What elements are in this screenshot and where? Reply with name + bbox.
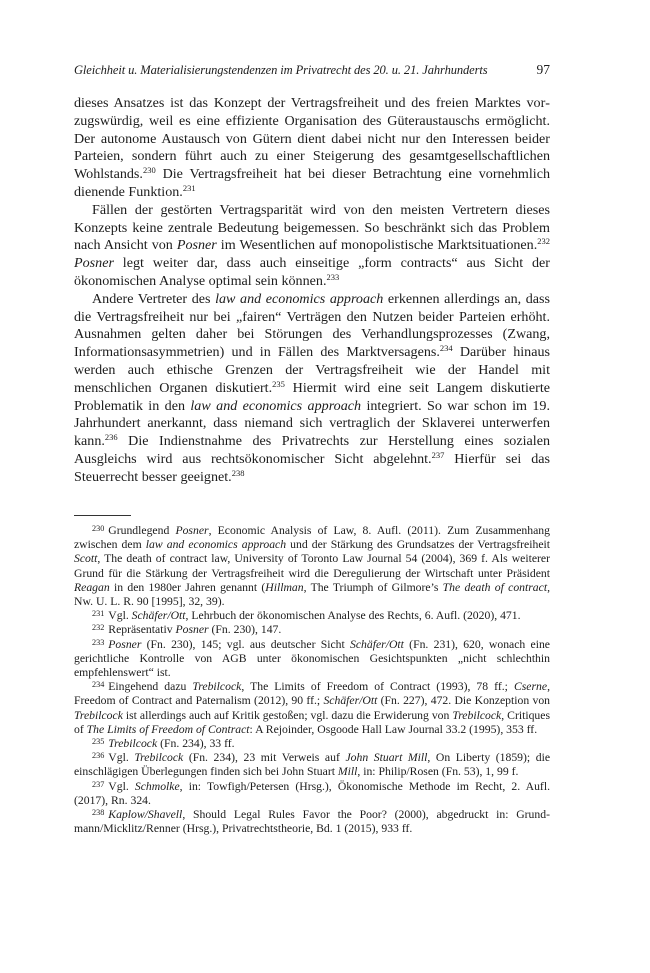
footnote-number: 234 — [92, 680, 105, 690]
footnote — [74, 623, 550, 637]
emphasized-text: Mill — [337, 765, 358, 779]
footnote-number: 232 — [92, 623, 105, 633]
footnote-text: Eingehend dazu Trebilcock, The Limits of Freedom of Contract (1993), 78 ff.; Cserne, Freedom of Contract and Paternalism (2012), 90 ff.; Schäfer/Ott (Fn. 227), 472. Die Konzeption von Trebilcock ist allerdings auch auf Kritik gestoßen; vgl. dazu die Erwiderung von Trebilcock, Critiques of The Limits of Freedom of Contract: A Rejoinder, Osgoode Hall Law Journal 33.2 (1995), 353 ff. — [74, 680, 551, 736]
footnote-reference: 236 — [104, 432, 118, 443]
emphasized-text: Kaplow/Shavell — [108, 808, 183, 822]
emphasized-text: Trebilcock — [74, 708, 123, 722]
page-number: 97 — [536, 62, 550, 77]
footnote-number: 231 — [92, 609, 105, 619]
emphasized-text: Posner — [175, 623, 209, 637]
footnote-reference: 238 — [231, 467, 245, 478]
footnote — [74, 737, 550, 751]
emphasized-text: law and economics approach — [190, 397, 362, 414]
footnote-number: 230 — [92, 524, 105, 533]
emphasized-text: Posner — [108, 637, 142, 651]
emphasized-text: The Limits of Freedom of Contract — [86, 722, 250, 736]
footnote-text: Repräsentativ Posner (Fn. 230), 147. — [108, 623, 282, 637]
footnote-number: 238 — [92, 808, 105, 818]
emphasized-text: Trebilcock — [192, 680, 242, 694]
footnote — [74, 808, 550, 836]
emphasized-text: Reagan — [74, 580, 110, 594]
footnote-reference: 235 — [272, 378, 285, 389]
emphasized-text: Schäfer/Ott — [350, 637, 404, 651]
emphasized-text: Schäfer/Ott — [131, 609, 186, 623]
emphasized-text: Posner — [176, 237, 217, 254]
footnote-text: Trebilcock (Fn. 234), 33 ff. — [108, 737, 235, 751]
footnote-reference: 237 — [431, 449, 445, 460]
emphasized-text: law and economics approach — [215, 290, 384, 307]
footnote — [74, 609, 550, 623]
footnote-number: 233 — [92, 637, 105, 647]
footnote — [74, 524, 550, 609]
footnote-reference: 231 — [182, 182, 196, 193]
emphasized-text: Trebilcock — [452, 708, 502, 722]
emphasized-text: John Stuart Mill — [345, 751, 428, 765]
emphasized-text: The death of contract — [442, 580, 548, 594]
footnote-text: Grundlegend Posner, Economic Analysis of Law, 8. Aufl. (2011). Zum Zusammenhang zwischen dem law and economics approach und der Stärkung des Grundsatzes der Vertragsfreiheit Scott, The death of contract law, University of Toronto Law Journal 54 (2004), 369 f. Als weiterer Grund für die Stärkung der Vertragsfreiheit wird die Deregulierung der Wirtschaft unter Präsident Reagan in den 1980er Jahren genannt (Hillman, The Triumph of Gilmore’s The death of contract, Nw. U. L. R. 90 [1995], 32, 39). — [74, 524, 551, 609]
emphasized-text: Cserne — [513, 680, 548, 694]
emphasized-text: Hillman — [265, 580, 304, 594]
emphasized-text: Scott — [74, 552, 98, 566]
running-title: Gleichheit u. Materialisierungstendenzen im Privatrecht des 20. u. 21. Jahrhunderts — [74, 63, 488, 77]
footnote-number: 235 — [92, 737, 105, 747]
emphasized-text: Trebilcock — [108, 737, 158, 751]
footnote-reference: 232 — [537, 236, 550, 247]
footnote-text: Kaplow/Shavell, Should Legal Rules Favor the Poor? (2000), abgedruckt in: Grundmann/Micklitz/Renner (Hrsg.), Privatrechtstheorie, Bd. 1 (2015), 933 ff. — [74, 808, 550, 836]
emphasized-text: Posner — [74, 255, 114, 272]
emphasized-text: Posner — [175, 524, 209, 537]
body-paragraph: dieses Ansatzes ist das Konzept der Vertragsfreiheit und des freien Marktes vorzugswürdig, weil es eine effiziente Organisation des Güteraustauschs ermöglicht. Der autonome Austausch von Gütern dient dabei nicht nur den Interessen beider Parteien, sondern führt auch zu einer Steigerung des gesamtgesellschaftlichen Wohlstands.$^{230}$ Die Vertragsfreiheit hat bei dieser Betrachtung eine vornehmlich dienende Funktion.$^{231}$ — [74, 95, 550, 200]
footnote-reference: 233 — [326, 271, 340, 282]
body-text — [74, 95, 550, 487]
footnote — [74, 638, 550, 681]
footnote-text: Posner (Fn. 230), 145; vgl. aus deutscher Sicht Schäfer/Ott (Fn. 231), 620, wonach eine gerichtliche Kontrolle von AGB unter ökonomischen Gesichtspunkten „nicht schlechthin empfehlenswert“ ist. — [74, 637, 550, 680]
emphasized-text: Schäfer/Ott — [323, 694, 378, 708]
footnote-separator — [74, 515, 131, 516]
footnote — [74, 680, 550, 737]
body-paragraph: Andere Vertreter des law and economics approach erkennen allerdings an, dass die Vertragsfreiheit nur bei „fairen“ Verträgen den Nutzen beider Parteien erhöht. Ausnahmen gelten daher bei Störungen des Verhandlungsprozesses (Zwang, Informationsasymmetrien) und in Fällen des Marktversagens.$^{234}$ Darüber hinaus werden auch ethische Grenzen der Vertragsfreiheit wie der Handel mit menschlichen Organen diskutiert.$^{235}$ Hiermit wird eine seit Langem diskutierte Problematik in den law and economics approach integriert. So war schon im 19. Jahrhundert anerkannt, dass niemand sich vertraglich der Sklaverei unterwerfen kann.$^{236}$ Die Indienstnahme des Privatrechts zur Herstellung eines sozialen Ausgleichs wird aus rechtsökonomischer Sicht abgelehnt.$^{237}$ Hierfür sei das Steuerrecht besser geeignet.$^{238}$ — [74, 290, 551, 485]
footnotes — [74, 524, 550, 836]
footnote — [74, 780, 550, 808]
emphasized-text: Schmolke — [134, 779, 180, 793]
emphasized-text: law and economics approach — [145, 538, 287, 552]
footnote-text: Vgl. Schmolke, in: Towfigh/Petersen (Hrsg.), Ökonomische Methode im Recht, 2. Aufl. (2017), Rn. 324. — [74, 779, 550, 807]
emphasized-text: Trebilcock — [134, 751, 184, 765]
footnote-text: Vgl. Schäfer/Ott, Lehrbuch der ökonomischen Analyse des Rechts, 6. Aufl. (2020), 471. — [108, 609, 521, 623]
footnote-number: 237 — [92, 779, 105, 789]
footnote — [74, 751, 550, 779]
footnote-text: Vgl. Trebilcock (Fn. 234), 23 mit Verweis auf John Stuart Mill, On Liberty (1859); die einschlägigen Überlegungen finden sich bei John Stuart Mill, in: Philip/Rosen (Fn. 53), 1, 99 f. — [74, 751, 551, 779]
footnote-number: 236 — [92, 751, 105, 761]
footnote-reference: 230 — [142, 165, 156, 176]
page-header — [74, 62, 550, 78]
body-paragraph: Fällen der gestörten Vertragsparität wird von den meisten Vertretern dieses Konzepts keine zentrale Bedeutung beigemessen. So beschränkt sich das Problem nach Ansicht von Posner im Wesentlichen auf monopolistische Marktsituationen.$^{232}$ Posner legt weiter dar, dass auch einseitige „form contracts“ aus Sicht der ökonomischen Analyse optimal sein können.$^{233}$ — [74, 201, 550, 289]
footnote-reference: 234 — [439, 343, 453, 354]
